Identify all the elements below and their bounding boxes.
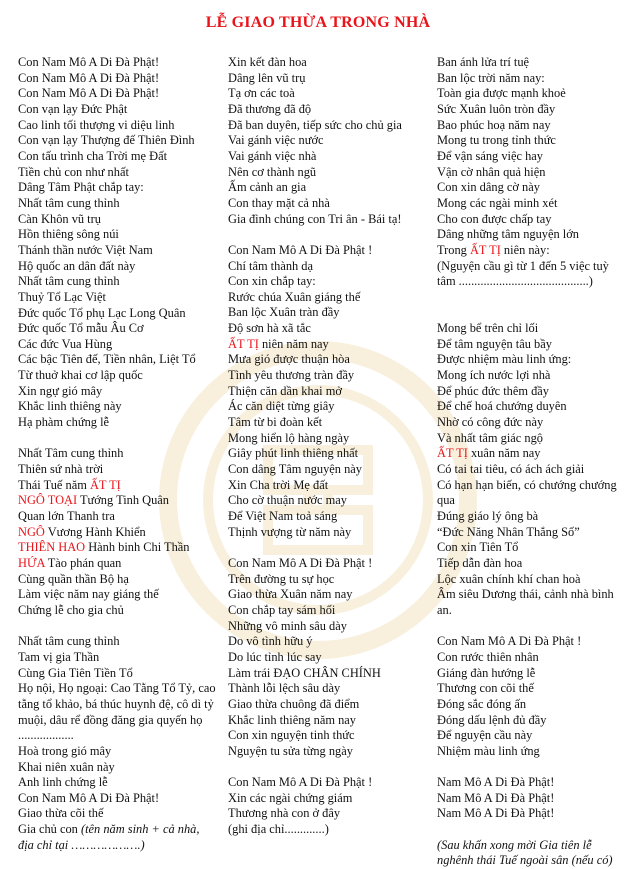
line-text: Lộc xuân chính khí chan hoà	[437, 571, 581, 586]
text-line	[228, 791, 428, 807]
line-text: Giáng đàn hướng lễ	[437, 665, 536, 680]
text-line	[18, 368, 216, 384]
text-line	[437, 368, 629, 384]
text-line	[18, 509, 216, 525]
line-text: Giao thừa chuông đã điểm	[228, 696, 360, 711]
text-line	[18, 149, 216, 165]
line-text: Cùng quần thần Bộ hạ	[18, 571, 129, 586]
text-line	[437, 415, 629, 431]
text-line	[437, 650, 629, 666]
line-text: Con rước thiên nhân	[437, 649, 539, 664]
text-line	[437, 666, 629, 682]
line-text: Con chắp tay sám hối	[228, 602, 336, 617]
text-line	[228, 274, 428, 290]
line-text: Càn Khôn vũ trụ	[18, 211, 101, 226]
text-line	[228, 431, 428, 447]
line-text: Dâng Tâm Phật chắp tay:	[18, 180, 144, 195]
text-line	[18, 478, 216, 494]
blank-line	[437, 759, 629, 775]
line-text: Toàn gia được mạnh khoẻ	[437, 86, 566, 101]
line-text: Ấm cảnh an gia	[228, 180, 307, 195]
line-text: Mong hiển lộ hàng ngày	[228, 430, 350, 445]
text-line	[18, 212, 216, 228]
line-text: Do lúc tỉnh lúc say	[228, 649, 322, 664]
line-text: Mong bể trên chỉ lối	[437, 321, 539, 336]
text-line	[228, 259, 428, 275]
line-text: Những vô minh sâu dày	[228, 618, 347, 633]
line-text: Mong tu trong tỉnh thức	[437, 133, 556, 148]
line-text: Cho con được chấp tay	[437, 211, 552, 226]
line-text: Con vạn lạy Đức Phật	[18, 101, 128, 116]
line-text: Hồn thiêng sông núi	[18, 227, 119, 242]
note-text: (tên năm sinh + cả nhà, địa chỉ tại ……………….)	[18, 822, 200, 852]
text-line	[18, 822, 216, 853]
text-line	[18, 446, 216, 462]
text-line	[18, 165, 216, 181]
line-text: Đúng giáo lý ông bà	[437, 509, 539, 523]
text-line	[228, 462, 428, 478]
text-line	[228, 634, 428, 650]
text-line	[18, 775, 216, 791]
line-text: Do vô tình hữu ý	[228, 634, 313, 649]
line-text: Thái Tuế năm	[18, 477, 90, 492]
line-text: Ban lộc trời năm nay:	[437, 70, 545, 85]
line-text: Nam Mô A Di Đà Phật!	[437, 775, 555, 790]
text-line	[228, 806, 428, 822]
text-line	[437, 55, 629, 71]
line-text: Tâm từ bi đoàn kết	[228, 415, 323, 430]
line-text: Để phúc đức thêm đầy	[437, 383, 549, 398]
text-line	[228, 572, 428, 588]
text-line	[228, 243, 428, 259]
text-column-1	[18, 55, 216, 853]
line-text: Âm siêu Dương thái, cảnh nhà bình an.	[437, 587, 614, 617]
text-line	[18, 744, 216, 760]
text-line	[437, 587, 629, 618]
text-line	[228, 368, 428, 384]
blank-line	[18, 619, 216, 635]
blank-line	[437, 619, 629, 635]
line-text: Con xin chắp tay:	[228, 274, 316, 289]
line-text: Các đức Vua Hùng	[18, 336, 113, 351]
line-text: Cho cờ thuận nước may	[228, 493, 347, 508]
text-line	[18, 791, 216, 807]
line-text: Nhất tâm cung thỉnh	[18, 634, 120, 649]
text-line	[228, 587, 428, 603]
text-line	[228, 713, 428, 729]
text-line	[437, 775, 629, 791]
line-text: Rước chúa Xuân giáng thế	[228, 289, 361, 304]
text-line	[437, 180, 629, 196]
text-line	[18, 634, 216, 650]
line-text: Tướng Tinh Quân	[77, 493, 169, 508]
line-text: Anh linh chứng lễ	[18, 775, 108, 790]
line-text: Sức Xuân luôn tròn đầy	[437, 101, 556, 116]
text-line	[228, 650, 428, 666]
line-text: Con Nam Mô A Di Đà Phật!	[18, 55, 160, 69]
text-line	[437, 165, 629, 181]
line-text: (Nguyện cầu gì từ 1 đến 5 việc tuỳ tâm ..........................................)	[437, 258, 609, 289]
text-line	[437, 540, 629, 556]
line-text: Con xin nguyện tinh thức	[228, 728, 355, 743]
text-line	[18, 352, 216, 368]
line-text: Nam Mô A Di Đà Phật!	[437, 790, 555, 805]
blank-line	[437, 305, 629, 321]
line-text: Xin Cha trời Mẹ đất	[228, 477, 329, 492]
highlighted-text: THIÊN HAO	[18, 540, 86, 555]
line-text: Làm trái ĐẠO CHÂN CHÍNH	[228, 665, 381, 680]
line-text: Mong các ngài minh xét	[437, 195, 558, 210]
line-text: Con thay mặt cả nhà	[228, 195, 330, 210]
line-text: Để chế hoá chướng duyên	[437, 399, 567, 414]
text-line	[228, 446, 428, 462]
line-text: Vai gánh việc nhà	[228, 148, 317, 163]
text-line	[18, 55, 216, 71]
text-line	[437, 697, 629, 713]
text-line	[437, 243, 629, 259]
line-text: Chí tâm thành dạ	[228, 258, 313, 273]
text-line	[228, 619, 428, 635]
line-text: Con Nam Mô A Di Đà Phật !	[228, 555, 373, 570]
line-text: Cùng Gia Tiên Tiền Tổ	[18, 665, 133, 680]
text-line	[437, 259, 629, 290]
text-line	[18, 290, 216, 306]
text-line	[228, 102, 428, 118]
text-line	[228, 509, 428, 525]
text-line	[437, 462, 629, 478]
highlighted-text: HỨA	[18, 555, 45, 570]
line-text: Con Nam Mô A Di Đà Phật !	[228, 242, 373, 257]
text-line	[228, 666, 428, 682]
text-line	[228, 556, 428, 572]
line-text: Tiếp dẫn đàn hoa	[437, 555, 523, 570]
line-text: Đã thương đã độ	[228, 101, 312, 116]
line-text: Giao thừa cõi thế	[18, 806, 104, 821]
blank-line	[228, 227, 428, 243]
text-line	[228, 133, 428, 149]
line-text: Xin kết đàn hoa	[228, 55, 307, 69]
line-text: Con Nam Mô A Di Đà Phật!	[18, 70, 160, 85]
line-text: Từ thuở khai cơ lập quốc	[18, 368, 143, 383]
line-text: Gia chủ con	[18, 822, 81, 837]
text-line	[18, 227, 216, 243]
text-line	[18, 681, 216, 744]
text-line	[437, 71, 629, 87]
text-column-3	[437, 55, 629, 869]
text-line	[18, 86, 216, 102]
text-line	[18, 243, 216, 259]
line-text: Để tâm nguyện tâu bầy	[437, 336, 552, 351]
text-line	[228, 399, 428, 415]
text-line	[18, 666, 216, 682]
text-line	[18, 118, 216, 134]
line-text: Thuỷ Tổ Lạc Việt	[18, 289, 106, 304]
line-text: Ban ánh lửa trí tuệ	[437, 55, 530, 69]
line-text: Khai niên xuân này	[18, 759, 115, 774]
line-text: Hoà trong gió mây	[18, 743, 112, 758]
text-line	[437, 384, 629, 400]
line-text: Trên đường tu sự học	[228, 571, 335, 586]
text-line	[18, 133, 216, 149]
line-text: Giao thừa Xuân năm nay	[228, 587, 353, 602]
text-line	[18, 493, 216, 509]
text-line	[228, 744, 428, 760]
line-text: Khắc linh thiêng này	[18, 399, 122, 414]
text-line	[437, 227, 629, 243]
text-line	[18, 259, 216, 275]
text-line	[437, 212, 629, 228]
text-line	[18, 71, 216, 87]
line-text: Vai gánh việc nước	[228, 133, 324, 148]
text-line	[228, 321, 428, 337]
text-line	[18, 540, 216, 556]
line-text: Làm việc năm nay giáng thế	[18, 587, 159, 602]
highlighted-text: ẤT TỊ	[469, 242, 501, 257]
text-line	[18, 306, 216, 322]
line-text: Họ nội, Họ ngoại: Cao Tằng Tổ Tỷ, cao tằng tổ khảo, bá thúc huynh đệ, cô dì tỷ muội, dâu rể đồng đăng gia quyến họ ..................	[18, 681, 216, 743]
text-line	[228, 86, 428, 102]
line-text: Con tấu trình cha Trời mẹ Đất	[18, 148, 168, 163]
line-text: Tào phán quan	[44, 555, 122, 570]
text-line	[18, 415, 216, 431]
text-line	[437, 634, 629, 650]
text-line	[437, 681, 629, 697]
text-line	[228, 180, 428, 196]
blank-line	[18, 431, 216, 447]
line-text: Đức quốc Tổ phụ Lạc Long Quân	[18, 305, 186, 320]
line-text: Tiền chủ con như nhất	[18, 164, 129, 179]
text-line	[437, 118, 629, 134]
text-line	[228, 493, 428, 509]
line-text: Vương Hành Khiển	[44, 524, 146, 539]
text-line	[18, 274, 216, 290]
text-line	[228, 149, 428, 165]
line-text: Thương nhà con ở đây	[228, 806, 341, 821]
line-text: Tình yêu thương tràn đầy	[228, 368, 355, 383]
line-text: Đóng dấu lệnh đủ đầy	[437, 712, 547, 727]
page-title: LỄ GIAO THỪA TRONG NHÀ	[205, 14, 431, 31]
text-line	[18, 556, 216, 572]
line-text: Để nguyện cầu này	[437, 728, 533, 743]
line-text: Ác căn diệt từng giây	[228, 399, 335, 414]
line-text: Tam vị gia Thần	[18, 649, 100, 664]
line-text: “Đức Năng Nhân Thắng Số”	[437, 524, 580, 539]
highlighted-text: NGÔ TOẠI	[18, 493, 78, 508]
text-line	[18, 337, 216, 353]
line-text: Nhất Tâm cung thỉnh	[18, 446, 124, 461]
text-line	[18, 399, 216, 415]
text-line	[228, 478, 428, 494]
text-line	[18, 572, 216, 588]
text-line	[437, 713, 629, 729]
text-line	[437, 352, 629, 368]
text-line	[228, 337, 428, 353]
line-text: Để vận sáng việc hay	[437, 148, 543, 163]
line-text: Con vạn lạy Thượng đế Thiên Đình	[18, 133, 195, 148]
text-line	[18, 603, 216, 619]
line-text: Khắc linh thiêng năm nay	[228, 712, 357, 727]
line-text: Đóng sắc đóng ấn	[437, 696, 527, 711]
line-text: Nên cơ thành ngũ	[228, 164, 317, 179]
line-text: Xin ngự gió mây	[18, 383, 103, 398]
line-text: Thánh thần nước Việt Nam	[18, 242, 153, 257]
line-text: Và nhất tâm giác ngộ	[437, 430, 543, 445]
text-line	[18, 196, 216, 212]
line-text: Hộ quốc an dân đất này	[18, 258, 136, 273]
line-text: Thiện căn dần khai mở	[228, 383, 342, 398]
text-line	[437, 791, 629, 807]
line-text: Tạ ơn các toà	[228, 86, 295, 101]
text-line	[228, 196, 428, 212]
text-line	[228, 681, 428, 697]
line-text: Các bậc Tiên đế, Tiền nhân, Liệt Tổ	[18, 352, 196, 367]
line-text: Con Nam Mô A Di Đà Phật !	[228, 775, 373, 790]
line-text: Thành lỗi lệch sâu dày	[228, 681, 341, 696]
text-line	[437, 337, 629, 353]
line-text: Hạ phàm chứng lễ	[18, 415, 110, 430]
text-line	[228, 384, 428, 400]
line-text: Giây phút linh thiêng nhất	[228, 446, 359, 461]
text-line	[18, 525, 216, 541]
line-text: Quan lớn Thanh tra	[18, 509, 115, 524]
text-line	[228, 118, 428, 134]
text-line	[437, 149, 629, 165]
blank-line	[437, 822, 629, 838]
line-text: Con Nam Mô A Di Đà Phật !	[437, 634, 582, 649]
text-line	[228, 71, 428, 87]
line-text: Chứng lễ cho gia chủ	[18, 602, 124, 617]
line-text: Con xin Tiên Tổ	[437, 540, 519, 555]
text-line	[437, 838, 629, 869]
highlighted-text: NGÔ	[18, 524, 45, 539]
text-line	[437, 806, 629, 822]
text-line	[228, 697, 428, 713]
blank-line	[228, 760, 428, 776]
text-line	[437, 431, 629, 447]
line-text: Được nhiệm màu linh ứng:	[437, 352, 572, 367]
line-text: Nguyện tu sửa từng ngày	[228, 743, 353, 758]
line-text: Ban lộc Xuân tràn đầy	[228, 305, 340, 320]
highlighted-text: ẤT TỊ	[228, 336, 259, 351]
line-text: Gia đình chúng con Tri ân - Bái tạ!	[228, 211, 402, 226]
text-line	[228, 525, 428, 541]
text-line	[18, 650, 216, 666]
text-line	[437, 572, 629, 588]
line-text: niên này:	[500, 242, 550, 257]
text-line	[228, 775, 428, 791]
line-text: Cao linh tối thượng vi diệu linh	[18, 117, 175, 132]
line-text: xuân năm nay	[467, 446, 541, 461]
line-text: Bao phúc hoạ năm nay	[437, 117, 551, 132]
text-line	[18, 321, 216, 337]
line-text: Thịnh vượng từ năm này	[228, 524, 352, 539]
text-line	[437, 399, 629, 415]
line-text: Trong	[437, 242, 470, 257]
text-line	[228, 212, 428, 228]
blank-line	[437, 290, 629, 306]
line-text: Con Nam Mô A Di Đà Phật!	[18, 790, 160, 805]
text-line	[228, 603, 428, 619]
line-text: Vận cờ nhân quả hiện	[437, 164, 546, 179]
line-text: Nhiệm màu linh ứng	[437, 743, 540, 758]
text-line	[18, 180, 216, 196]
note-text: (Sau khấn xong mời Gia tiên lễ nghênh thái Tuế ngoài sân (nếu có)	[437, 837, 613, 868]
text-line	[18, 384, 216, 400]
text-line	[437, 525, 629, 541]
line-text: Mong ích nước lợi nhà	[437, 368, 551, 383]
line-text: niên năm nay	[258, 336, 329, 351]
line-text: (ghi địa chỉ.............)	[228, 822, 329, 837]
text-line	[18, 760, 216, 776]
text-line	[437, 321, 629, 337]
line-text: Có tai tai tiêu, có ách ách giải	[437, 462, 585, 477]
text-line	[228, 290, 428, 306]
line-text: Nhất tâm cung thỉnh	[18, 195, 120, 210]
line-text: Thương con cõi thế	[437, 681, 534, 696]
line-text: Nhất tâm cung thỉnh	[18, 274, 120, 289]
text-line	[437, 133, 629, 149]
line-text: Thiên sứ nhà trời	[18, 462, 104, 477]
text-line	[228, 822, 428, 838]
line-text: Con Nam Mô A Di Đà Phật!	[18, 86, 160, 101]
text-line	[437, 728, 629, 744]
line-text: Mưa gió được thuận hòa	[228, 352, 350, 367]
text-line	[437, 102, 629, 118]
text-line	[228, 415, 428, 431]
text-line	[437, 744, 629, 760]
line-text: Đức quốc Tổ mẫu Âu Cơ	[18, 321, 144, 336]
highlighted-text: ẤT TỊ	[89, 477, 121, 492]
highlighted-text: ẤT TỊ	[437, 446, 468, 461]
line-text: Xin các ngài chứng giám	[228, 790, 353, 805]
text-line	[437, 556, 629, 572]
line-text: Hành binh Chi Thần	[85, 540, 190, 555]
text-line	[18, 102, 216, 118]
line-text: Nhờ có công đức này	[437, 415, 544, 430]
text-line	[228, 305, 428, 321]
line-text: Độ sơn hà xã tắc	[228, 321, 311, 336]
text-line	[437, 446, 629, 462]
line-text: Con dâng Tâm nguyện này	[228, 462, 362, 477]
text-line	[228, 165, 428, 181]
line-text: Để Việt Nam toả sáng	[228, 509, 338, 524]
line-text: Đã ban duyên, tiếp sức cho chủ gia	[228, 117, 402, 132]
line-text: Dâng những tâm nguyện lớn	[437, 227, 579, 242]
line-text: Con xin dâng cờ này	[437, 180, 540, 195]
text-line	[437, 86, 629, 102]
blank-line	[228, 540, 428, 556]
text-line	[18, 587, 216, 603]
text-line	[228, 55, 428, 71]
text-line	[228, 728, 428, 744]
text-line	[18, 806, 216, 822]
line-text: Nam Mô A Di Đà Phật!	[437, 806, 555, 821]
line-text: Dâng lên vũ trụ	[228, 70, 306, 85]
line-text: Có hạn hạn biến, có chướng chướng qua	[437, 477, 617, 508]
text-column-2	[228, 55, 428, 838]
text-line	[228, 352, 428, 368]
text-line	[437, 196, 629, 212]
text-line	[437, 509, 629, 525]
text-line	[18, 462, 216, 478]
text-line	[437, 478, 629, 509]
